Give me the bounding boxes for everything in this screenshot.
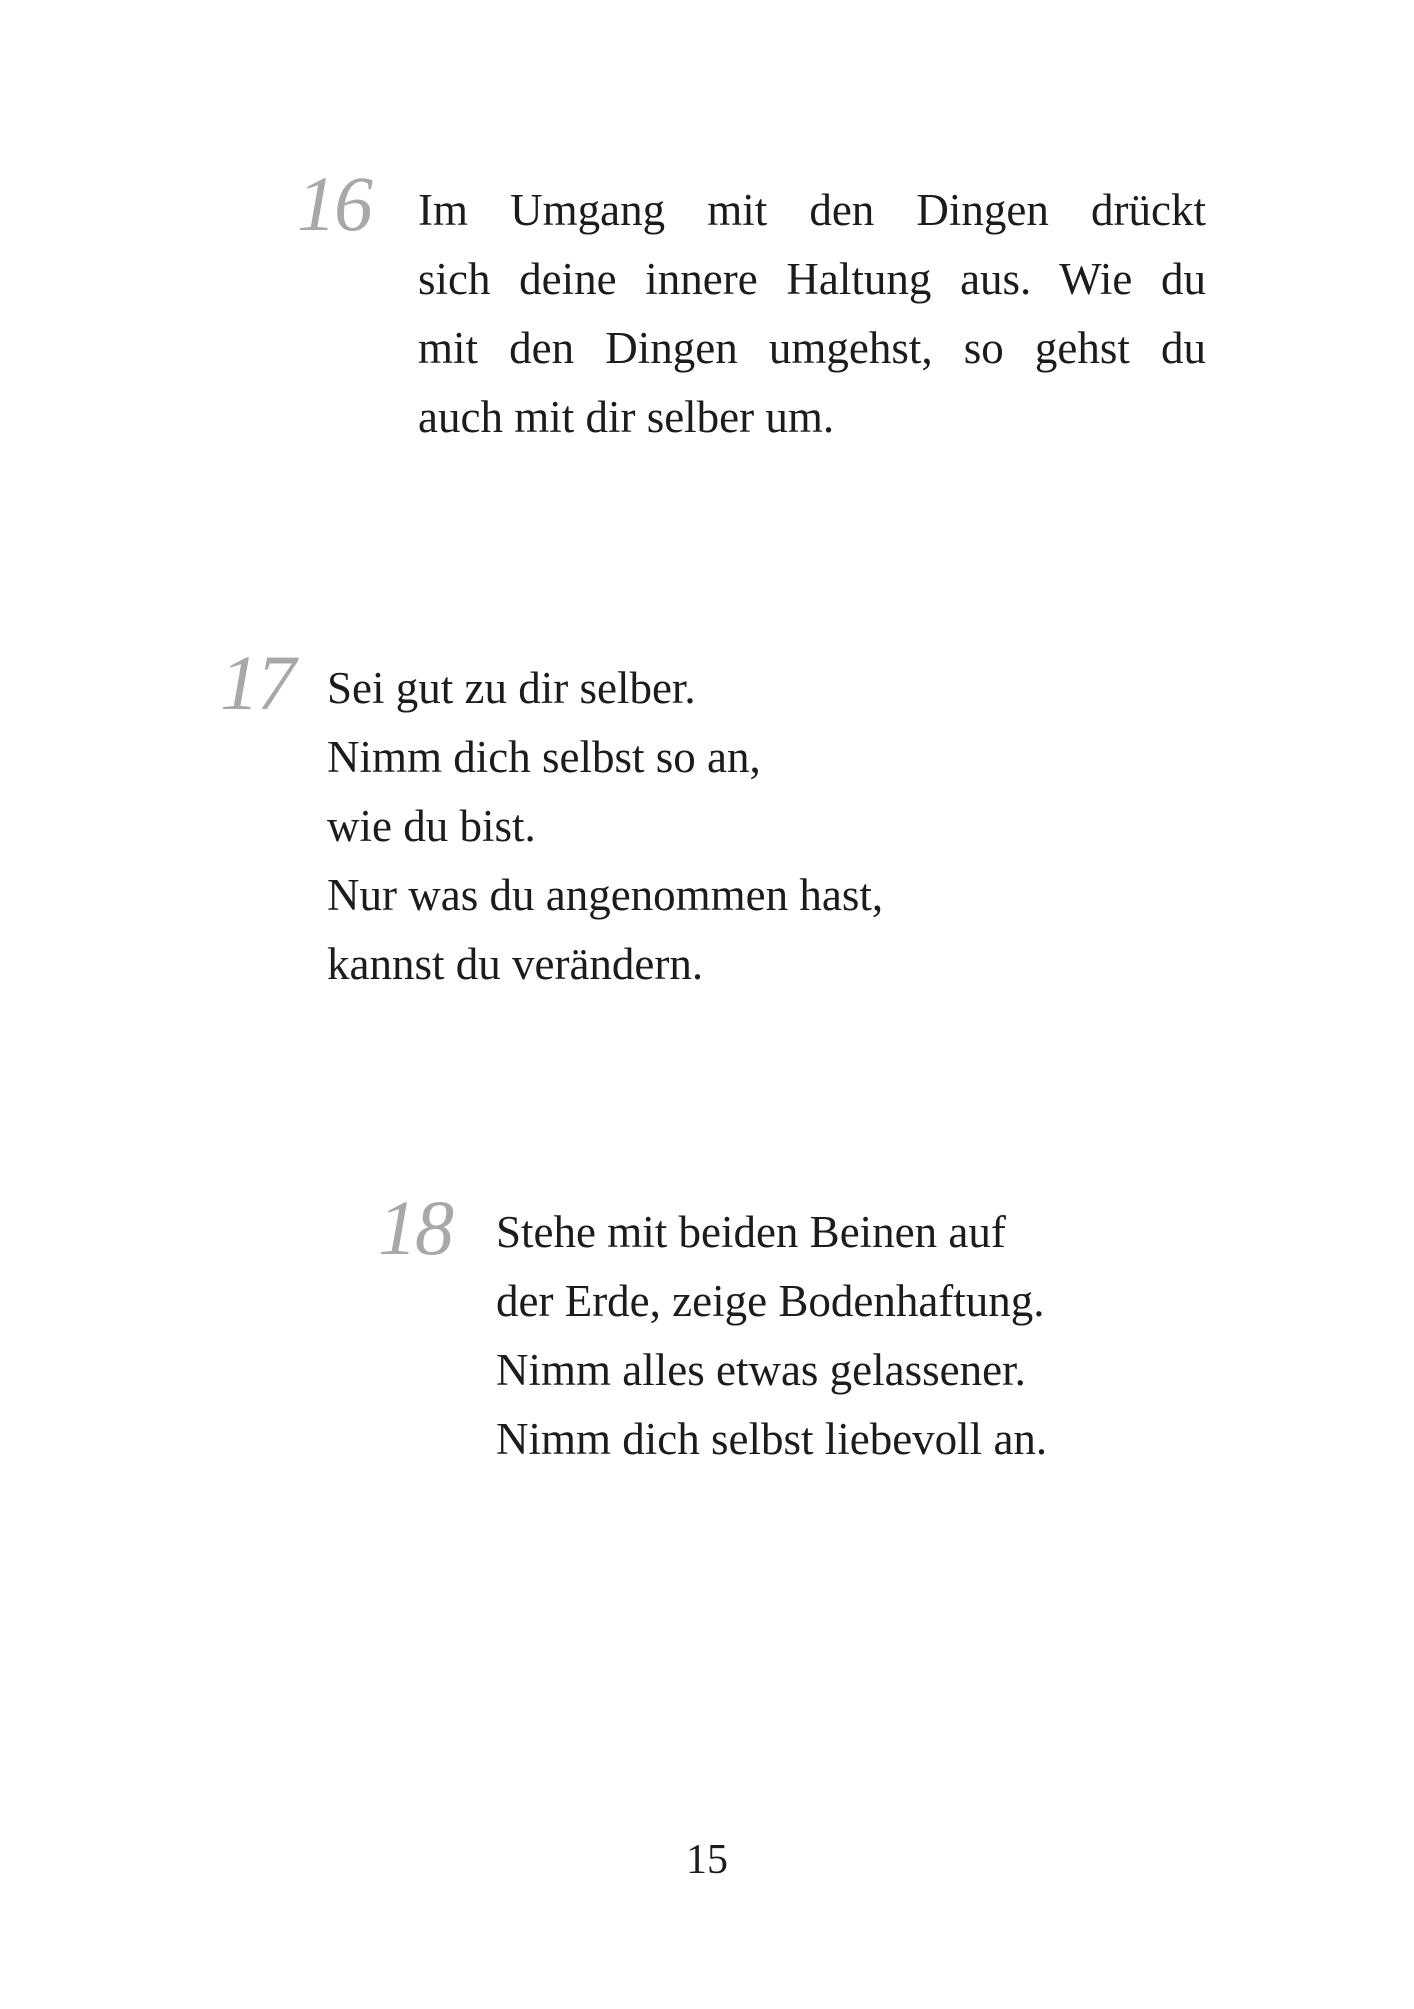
text-line: Nimm dich selbst liebevoll an. <box>496 1414 1048 1464</box>
text-line: kannst du verändern. <box>327 939 704 989</box>
text-line: wie du bist. <box>327 801 536 851</box>
entry-text <box>418 176 1206 452</box>
text-line: Sei gut zu dir selber. <box>327 663 696 713</box>
entry-text <box>327 654 1087 999</box>
text-line: sich deine innere Haltung aus. Wie du <box>418 254 1206 304</box>
entry-number: 16 <box>297 160 371 247</box>
entry-number: 18 <box>378 1184 452 1271</box>
text-line: mit den Dingen umgehst, so gehst du <box>418 323 1206 373</box>
page-number: 15 <box>686 1837 728 1883</box>
text-line: Nimm dich selbst so an, <box>327 732 761 782</box>
entry-number: 17 <box>220 639 294 726</box>
entry-text <box>496 1198 1256 1474</box>
text-line: der Erde, zeige Bodenhaftung. <box>496 1276 1045 1326</box>
text-line: Nimm alles etwas gelassener. <box>496 1345 1026 1395</box>
text-line: auch mit dir selber um. <box>418 392 835 442</box>
text-line: Im Umgang mit den Dingen drückt <box>418 185 1206 235</box>
text-line: Nur was du angenommen hast, <box>327 870 884 920</box>
text-line: Stehe mit beiden Beinen auf <box>496 1207 1006 1257</box>
